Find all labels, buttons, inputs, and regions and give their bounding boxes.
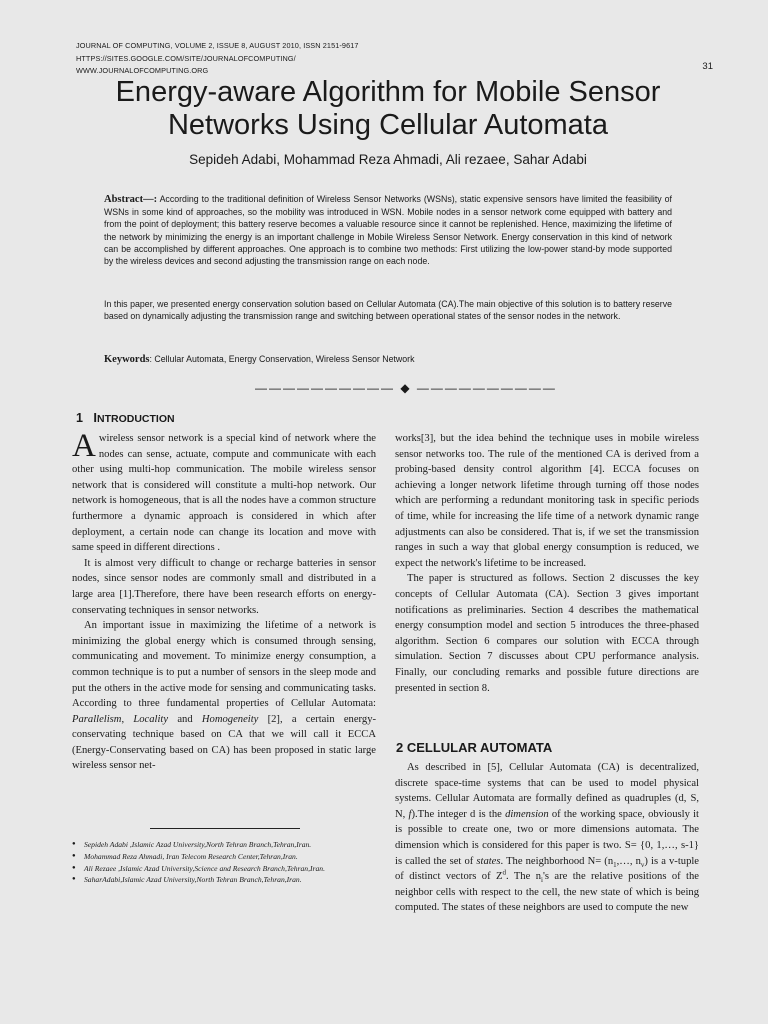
footnotes bbox=[72, 839, 384, 886]
section-2-heading: 2 CELLULAR AUTOMATA bbox=[396, 740, 553, 755]
page-number: 31 bbox=[702, 61, 713, 72]
keywords: Keywords: Cellular Automata, Energy Conservation, Wireless Sensor Network bbox=[104, 354, 415, 365]
footnote-item: ● Mohammad Reza Ahmadi, Iran Telecom Research Center,Tehran,Iran. bbox=[72, 851, 384, 863]
section-1-initial: I bbox=[93, 410, 97, 425]
footnote-item: ● Ali Rezaee ,Islamic Azad University,Science and Research Branch,Tehran,Iran. bbox=[72, 863, 384, 875]
footnote-item: ● SaharAdabi,Islamic Azad University,North Tehran Branch,Tehran,Iran. bbox=[72, 874, 384, 886]
section-1-heading bbox=[76, 410, 175, 425]
section-separator: —————————— ◆ —————————— bbox=[255, 381, 557, 395]
right-column-section-2 bbox=[395, 760, 699, 916]
drop-cap: A bbox=[72, 428, 96, 464]
footnote-rule bbox=[150, 828, 300, 829]
title-line-1: Energy-aware Algorithm for Mobile Sensor bbox=[115, 76, 661, 108]
keywords-text: Cellular Automata, Energy Conservation, Wireless Sensor Network bbox=[154, 354, 415, 364]
left-column bbox=[72, 428, 377, 774]
intro-paragraph-4: works[3], but the idea behind the technique uses in mobile wireless sensor networks too. The rule of the mentioned CA is derived from a probing-based density control algorithm [4]. ECCA focuses on achieving a longer network lifetime through turning off those nodes which are performing a redundant monitoring task in specific periods of time, while for increasing the life time of a network dynamic range adjustments can also be considered. That is, if we set the transmission ranges in such a way that global energy consumption is reduced, we expect the network's lifetime to be increased. bbox=[395, 433, 699, 569]
right-column bbox=[395, 431, 699, 696]
intro-paragraph-1: Awireless sensor network is a special kind of network where the nodes can sense, actuate, compute and communicate with each other using multi-hop communication. The mobile wireless sensor network that is considered will constitute a multi-hop network. Our network is homogeneous, that is all the nodes have a common structure furthermore a dynamic approach is considered in which after deployment, a certain node can change its location and move with same speed in different directions . bbox=[72, 428, 376, 554]
footnote-item: ● Sepideh Adabi ,Islamic Azad University,North Tehran Branch,Tehran,Iran. bbox=[72, 839, 384, 851]
abstract bbox=[104, 193, 672, 267]
abstract-label: Abstract bbox=[104, 194, 144, 205]
title-line-2: Networks Using Cellular Automata bbox=[167, 109, 608, 141]
section-1-title-rest: NTRODUCTION bbox=[97, 413, 175, 425]
journal-header bbox=[76, 40, 359, 78]
abstract-text: According to the traditional definition of Wireless Sensor Networks (WSNs), static expensive sensors have limited the feasibility of WSNs in some kind of approaches, so the mobility was introduced in WSN. Mobile nodes in a sensor network come equipped with battery and from the point of deployment; this battery reserve becomes a valuable resource since it cannot be replenished. Hence, maximizing the lifetime of the network by minimizing the energy is an important challenge in Mobile Wireless Sensor Network. Energy conservation in this kind of network can be accomplished by different approaches. One approach is to combine two methods: First utilizing the low-power stand-by mode supported by the wireless devices and second adjusting the transmission range on each node. bbox=[104, 194, 672, 267]
section-1-number: 1 bbox=[76, 411, 83, 425]
ca-paragraph: As described in [5], Cellular Automata (CA) is decentralized, discrete space-time systems that can be used to model physical systems. Cellular Automata are formally defined as quadruples (d, S, N, f).The integer d is the dimension of the working space, obviously it is possible to create one, two or more dimensions automata. The dimension which is considered for this paper is two. S= {0, 1,…, s-1} is called the set of states. The neighborhood $N= (n_1,\dots$, $n_v$) is a v-tuple of distinct vectors of $Z^d$. The $n_i's$ are the relative positions of the neighbor cells with respect to the cell, the new state of which is being computed. The states of these neighbors are used to compute the new bbox=[395, 762, 700, 914]
journal-url-1[interactable]: HTTPS://SITES.GOOGLE.COM/SITE/JOURNALOFCOMPUTING/ bbox=[76, 53, 296, 63]
keywords-label: Keywords bbox=[104, 354, 150, 365]
journal-url-2[interactable]: WWW.JOURNALOFCOMPUTING.ORG bbox=[76, 66, 209, 75]
intro-paragraph-5: The paper is structured as follows. Section 2 discusses the key concepts of Cellular Automata (CA). Section 3 gives important notifications as preliminaries. Section 4 describes the mathematical energy consumption model and section 5 introduces the three-phased algorithm. Section 6 compares our solution with ECCA through simulation. Section 7 discusses about CPU performance analysis. Finally, our concluding remarks and possible future directions are presented in section 8. bbox=[395, 573, 699, 694]
paper-title bbox=[60, 76, 716, 142]
author-list: Sepideh Adabi, Mohammad Reza Ahmadi, Ali rezaee, Sahar Adabi bbox=[189, 152, 587, 167]
intro-paragraph-2: It is almost very difficult to change or recharge batteries in sensor nodes, since sensor nodes are commonly small and distributed in a large area [1].Therefore, there have been research efforts on energy- conservating techniques in sensor networks. bbox=[72, 557, 376, 616]
intro-paragraph-3: An important issue in maximizing the lifetime of a network is minimizing the global energy which is consumed through sensing, communicating and movement. To minimize energy consumption, a common technique is to put a number of sensors in the sleep mode and put the others in the active mode for sensing and communicating tasks. According to three fundamental properties of Cellular Automata: Parallelism, Locality and Homogeneity [2], a certain energy-conservating technique based on CA that we will call it ECCA (Energy-Conservating based on CA) has been proposed in static large wireless sensor net- bbox=[72, 620, 377, 772]
abstract-dash: —: bbox=[143, 194, 158, 205]
journal-line: JOURNAL OF COMPUTING, VOLUME 2, ISSUE 8, AUGUST 2010, ISSN 2151-9617 bbox=[76, 41, 359, 50]
abstract-paragraph-2: In this paper, we presented energy conservation solution based on Cellular Automata (CA).The main objective of this solution is to battery reserve based on dynamically adjusting the transmission range and switching between operational states of the sensor nodes in the network. bbox=[104, 299, 672, 322]
